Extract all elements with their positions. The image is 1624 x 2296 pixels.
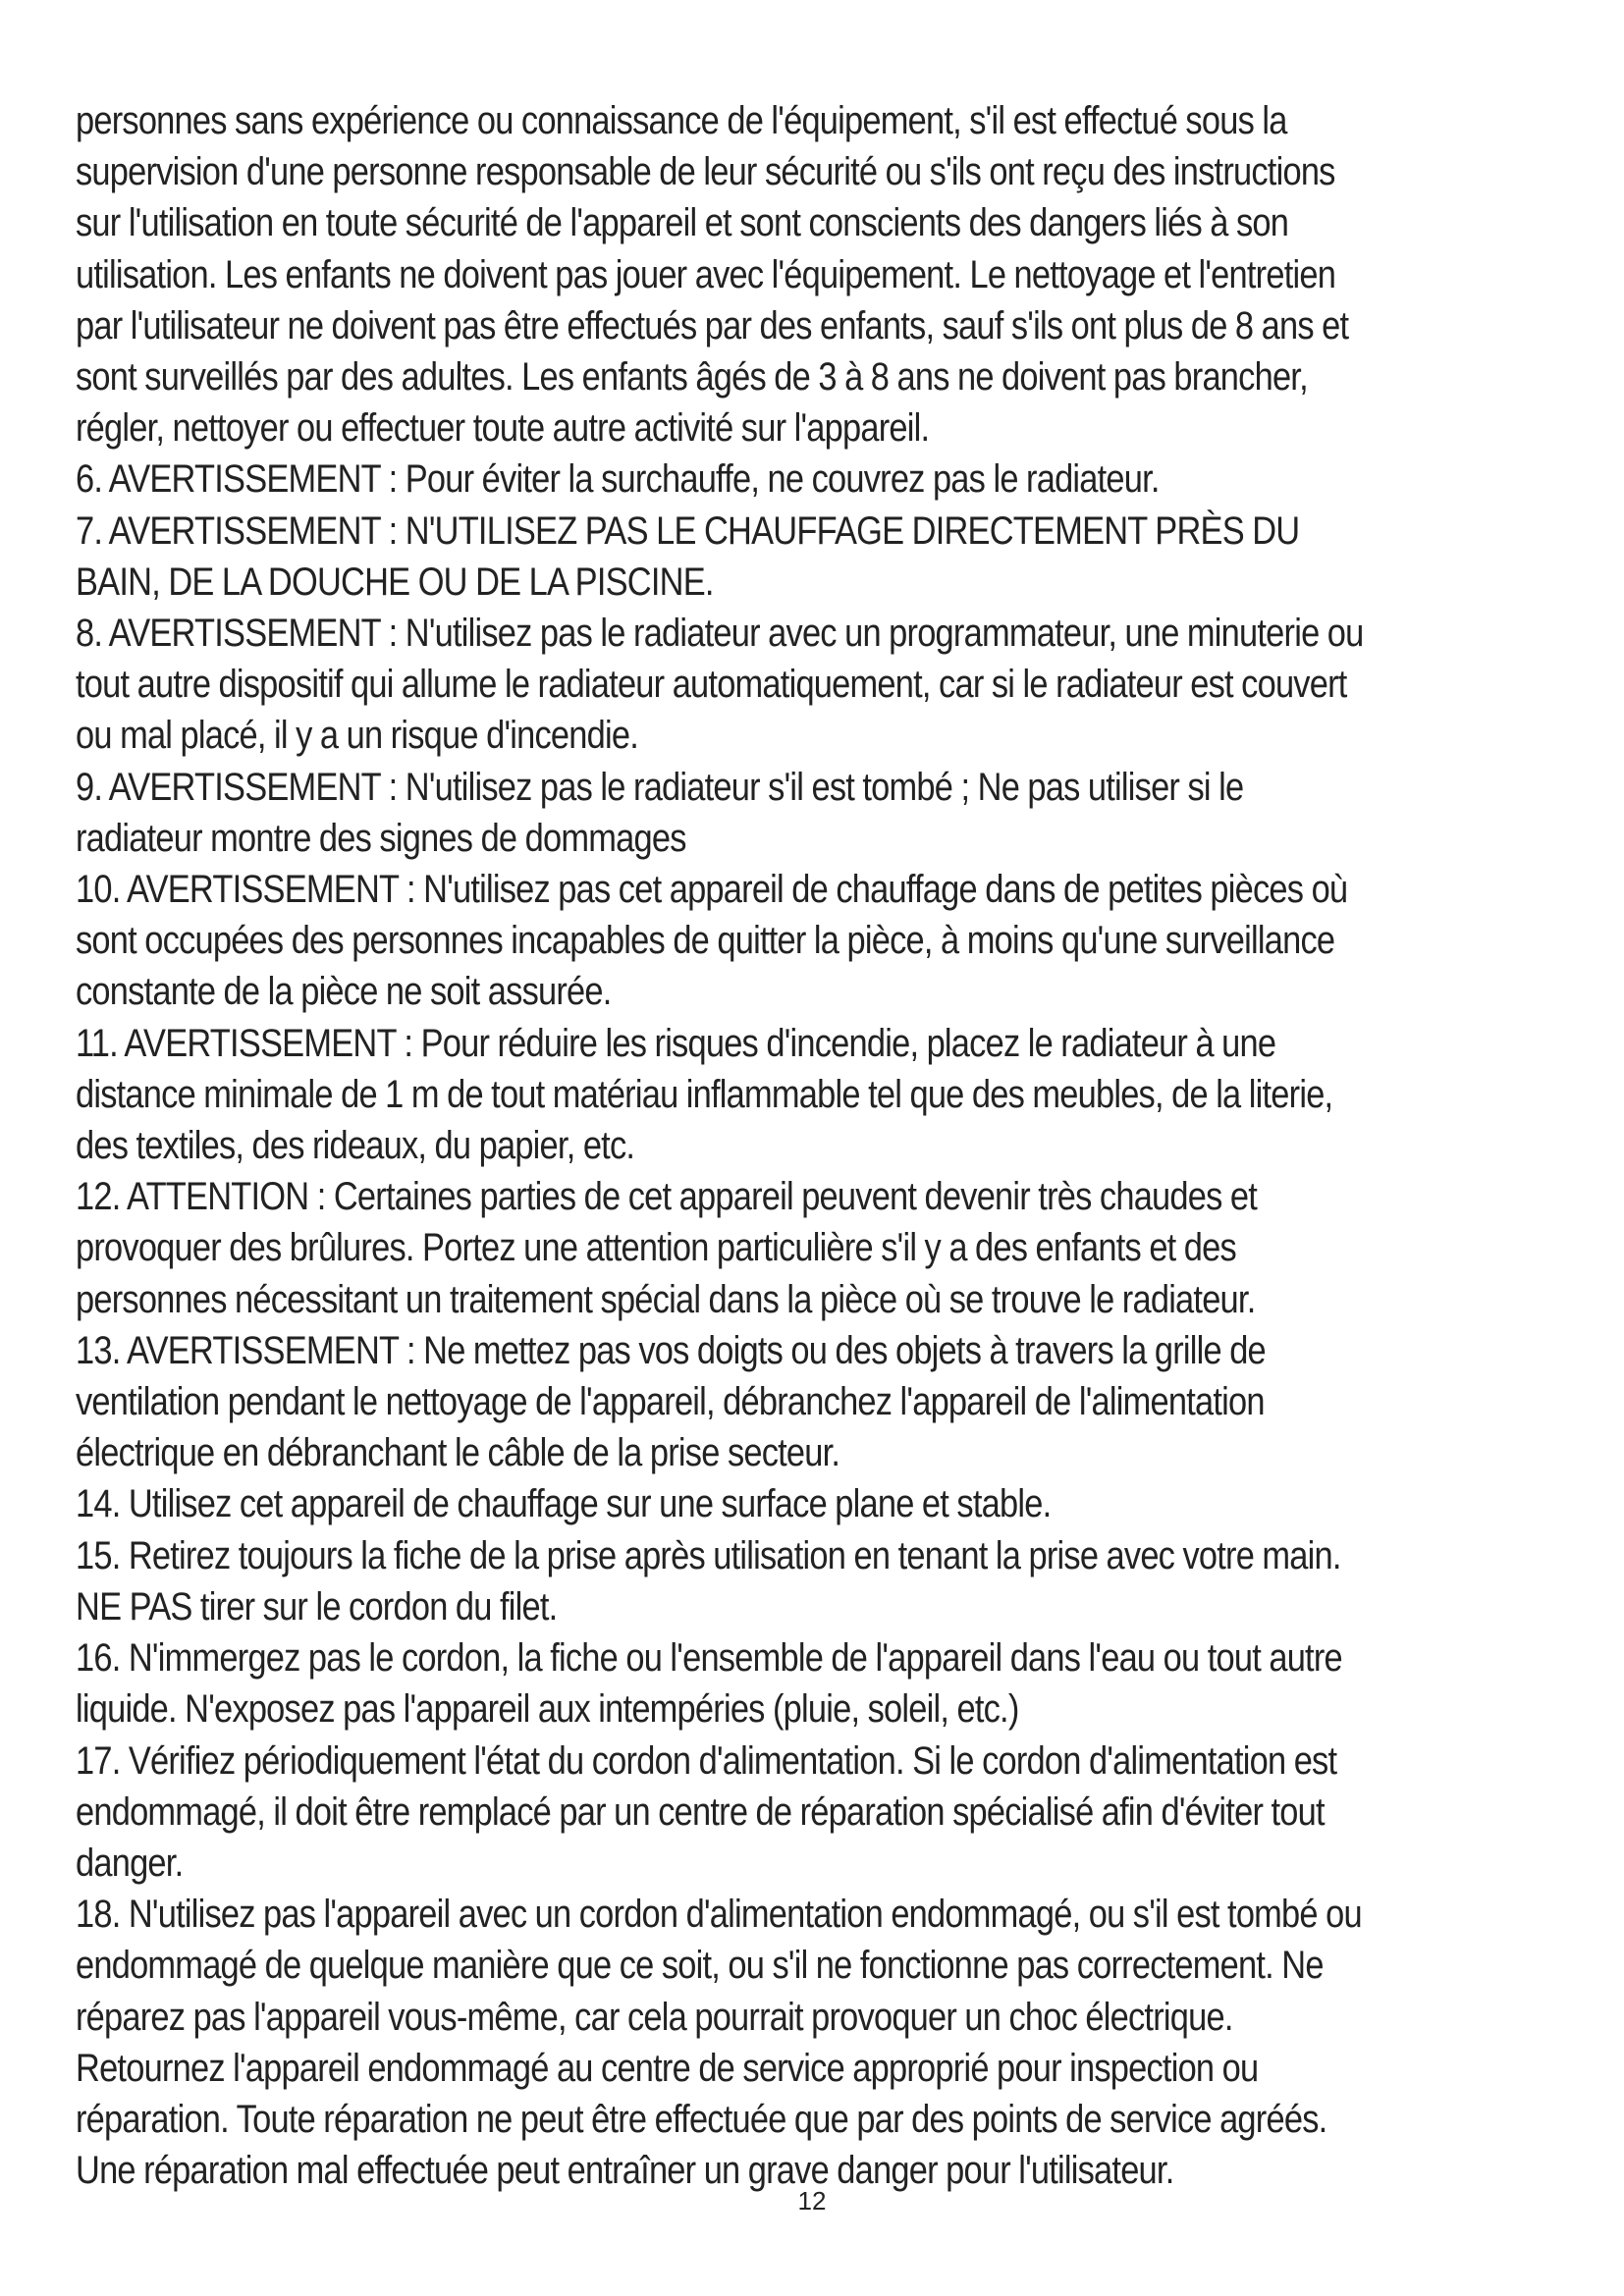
paragraph-item-12: 12. ATTENTION : Certaines parties de cet appareil peuvent devenir très chaudes et provoquer des brûlures. Portez une attention particulière s'il y a des enfants et des personnes nécessitant un traitement spécial dans la pièce où se trouve le radiateur. <box>76 1175 1258 1321</box>
paragraph-item-17: 17. Vérifiez périodiquement l'état du cordon d'alimentation. Si le cordon d'alimentation est endommagé, il doit être remplacé par un centre de réparation spécialisé afin d'éviter tout danger. <box>76 1738 1337 1885</box>
page-number: 12 <box>797 2186 827 2216</box>
paragraph-item-6: 6. AVERTISSEMENT : Pour éviter la surchauffe, ne couvrez pas le radiateur. <box>76 457 1160 502</box>
paragraph-continuation: personnes sans expérience ou connaissance de l'équipement, s'il est effectué sous la supervision d'une personne responsable de leur sécurité ou s'ils ont reçu des instructions sur l'utilisation en toute sécurité de l'appareil et sont conscients des dangers liés à son utilisation. Les enfants ne doivent pas jouer avec l'équipement. Le nettoyage et l'entretien par l'utilisateur ne doivent pas être effectués par des enfants, sauf s'ils ont plus de 8 ans et sont surveillés par des adultes. Les enfants âgés de 3 à 8 ans ne doivent pas brancher, régler, nettoyer ou effectuer toute autre activité sur l'appareil. <box>76 99 1349 451</box>
paragraph-item-16: 16. N'immergez pas le cordon, la fiche ou l'ensemble de l'appareil dans l'eau ou tout autre liquide. N'exposez pas l'appareil aux intempéries (pluie, soleil, etc.) <box>76 1636 1342 1732</box>
paragraph-item-7: 7. AVERTISSEMENT : N'UTILISEZ PAS LE CHAUFFAGE DIRECTEMENT PRÈS DU BAIN, DE LA DOUCHE OU DE LA PISCINE. <box>76 508 1300 604</box>
paragraph-item-9: 9. AVERTISSEMENT : N'utilisez pas le radiateur s'il est tombé ; Ne pas utiliser si le radiateur montre des signes de dommages <box>76 765 1244 860</box>
paragraph-item-15: 15. Retirez toujours la fiche de la prise après utilisation en tenant la prise avec votre main. NE PAS tirer sur le cordon du filet. <box>76 1533 1341 1629</box>
paragraph-item-11: 11. AVERTISSEMENT : Pour réduire les risques d'incendie, placez le radiateur à une distance minimale de 1 m de tout matériau inflammable tel que des meubles, de la literie, des textiles, des rideaux, du papier, etc. <box>76 1021 1333 1168</box>
paragraph-item-13: 13. AVERTISSEMENT : Ne mettez pas vos doigts ou des objets à travers la grille de ventilation pendant le nettoyage de l'appareil, débranchez l'appareil de l'alimentation électrique en débranchant le câble de la prise secteur. <box>76 1328 1266 1475</box>
paragraph-item-10: 10. AVERTISSEMENT : N'utilisez pas cet appareil de chauffage dans de petites pièces où sont occupées des personnes incapables de quitter la pièce, à moins qu'une surveillance constante de la pièce ne soit assurée. <box>76 868 1348 1014</box>
paragraph-item-18: 18. N'utilisez pas l'appareil avec un cordon d'alimentation endommagé, ou s'il est tombé ou endommagé de quelque manière que ce soit, ou s'il ne fonctionne pas correctement. Ne réparez pas l'appareil vous-même, car cela pourrait provoquer un choc électrique. Retournez l'appareil endommagé au centre de service approprié pour inspection ou réparation. Toute réparation ne peut être effectuée que par des points de service agréés. Une réparation mal effectuée peut entraîner un grave danger pour l'utilisateur. <box>76 1893 1362 2193</box>
paragraph-item-8: 8. AVERTISSEMENT : N'utilisez pas le radiateur avec un programmateur, une minuterie ou tout autre dispositif qui allume le radiateur automatiquement, car si le radiateur est couvert ou mal placé, il y a un risque d'incendie. <box>76 612 1364 758</box>
body-text <box>76 95 1368 2196</box>
paragraph-item-14: 14. Utilisez cet appareil de chauffage sur une surface plane et stable. <box>76 1482 1052 1526</box>
